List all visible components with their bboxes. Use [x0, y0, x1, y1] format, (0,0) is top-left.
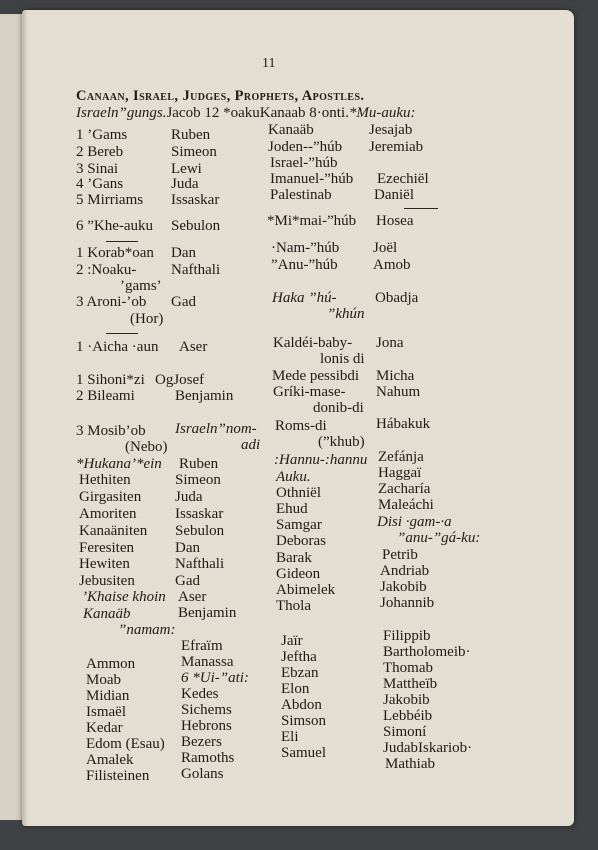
list-item: Kaldéi-baby-: [273, 335, 353, 351]
list-item: Sebulon: [171, 218, 221, 234]
list-item: 2 Bileami: [76, 388, 135, 404]
page-fold-shadow: [22, 10, 28, 826]
list-item: Bartholomeib·: [383, 644, 471, 660]
divider: [106, 333, 138, 334]
list-item: Golans: [181, 766, 224, 782]
list-item: Hewiten: [79, 556, 130, 572]
list-item: Kedes: [181, 686, 219, 702]
list-item: Girgasiten: [79, 489, 142, 505]
list-item: Juda: [175, 489, 203, 505]
list-item: Petrib: [382, 547, 418, 563]
list-item: Ehud: [276, 501, 308, 517]
list-item: JudabIskariob·: [383, 740, 473, 756]
list-item: Hábakuk: [376, 416, 431, 432]
list-item: Ruben: [179, 456, 219, 472]
list-item: ’Khaise khoin: [82, 589, 166, 605]
list-item: Disi ·gam-·a: [377, 514, 452, 530]
page-number: 11: [262, 56, 276, 71]
list-item: OgJosef: [155, 372, 205, 388]
list-item: Jebusiten: [79, 573, 135, 589]
list-item: Joël: [373, 240, 398, 256]
list-item: 6 ”Khe-auku: [76, 218, 154, 234]
list-item: Palestinab: [270, 187, 332, 203]
list-item: Nafthali: [171, 262, 221, 278]
list-item: Lewi: [171, 161, 202, 177]
list-item: Juda: [171, 176, 199, 192]
list-item: Haggaï: [378, 465, 422, 481]
list-item: Kedar: [86, 720, 123, 736]
list-item: Jona: [376, 335, 404, 351]
list-item: Amalek: [86, 752, 134, 768]
list-item: donib-di: [313, 400, 364, 416]
list-item: Elon: [281, 681, 310, 697]
list-item: Benjamin: [175, 388, 234, 404]
list-item: Abdon: [281, 697, 322, 713]
subheading: Israeln”gungs.Jacob 12 *oakuKanaab 8·onti.*Mu-auku:: [76, 105, 416, 121]
list-item: Deboras: [276, 533, 326, 549]
list-item: Daniël: [374, 187, 414, 203]
list-item: ’gams’: [120, 278, 162, 294]
list-item: Thomab: [383, 660, 433, 676]
list-item: Benjamin: [178, 605, 237, 621]
list-item: Simson: [281, 713, 327, 729]
list-item: Kanaäniten: [79, 523, 148, 539]
list-item: Jeremiab: [369, 139, 424, 155]
list-item: Sichems: [181, 702, 232, 718]
list-item: lonis di: [320, 351, 365, 367]
list-item: ”Anu-”húb: [271, 257, 338, 273]
list-item: Amob: [373, 257, 411, 273]
list-item: Hebrons: [181, 718, 232, 734]
list-item: Issaskar: [171, 192, 220, 208]
list-item: Simeon: [175, 472, 221, 488]
list-item: Issaskar: [175, 506, 224, 522]
list-item: Edom (Esau): [86, 736, 165, 752]
list-item: Ezechiël: [377, 171, 429, 187]
list-item: 3 Mosib’ob: [76, 423, 146, 439]
list-item: Ramoths: [181, 750, 235, 766]
list-item: Midian: [86, 688, 130, 704]
list-item: Aser: [178, 589, 207, 605]
list-item: ”anu-”gá-ku:: [397, 530, 481, 546]
list-item: Ammon: [86, 656, 136, 672]
list-item: 6 *Ui-”ati:: [181, 670, 249, 686]
list-item: :Hannu-:hannu: [274, 452, 368, 468]
list-item: Hethiten: [79, 472, 131, 488]
list-item: Zacharía: [378, 481, 431, 497]
list-item: Ismaël: [86, 704, 126, 720]
list-item: Joden--”húb: [268, 139, 343, 155]
list-item: Simoní: [383, 724, 427, 740]
list-item: Jakobib: [380, 579, 427, 595]
list-item: Hosea: [376, 213, 414, 229]
list-item: *Mi*mai-”húb: [267, 213, 357, 229]
list-item: Samuel: [281, 745, 326, 761]
list-item: Nahum: [376, 384, 421, 400]
list-item: Mathiab: [385, 756, 435, 772]
list-item: Sebulon: [175, 523, 225, 539]
divider: [404, 208, 438, 209]
list-item: (”khub): [318, 434, 365, 450]
list-item: 1 Korab*oan: [76, 245, 154, 261]
list-item: Israel-”húb: [270, 155, 338, 171]
list-item: Abimelek: [276, 582, 336, 598]
list-item: adi: [241, 437, 261, 453]
list-item: Jeftha: [281, 649, 317, 665]
list-item: Kanaäb: [268, 122, 314, 138]
list-item: 2 :Noaku-: [76, 262, 137, 278]
list-item: Mattheïb: [383, 676, 438, 692]
previous-page-edge: [0, 14, 23, 820]
list-item: Gad: [171, 294, 196, 310]
list-item: Kanaäb: [83, 606, 131, 622]
list-item: Samgar: [276, 517, 322, 533]
list-item: Filippib: [383, 628, 431, 644]
list-item: Jaïr: [281, 633, 303, 649]
list-item: Nafthali: [175, 556, 225, 572]
list-item: Jesajab: [369, 122, 413, 138]
list-item: Othniël: [276, 485, 321, 501]
list-item: Jakobib: [383, 692, 430, 708]
list-item: Barak: [276, 550, 312, 566]
list-item: 4 ’Gans: [76, 176, 124, 192]
list-item: *Hukana’*ein: [76, 456, 162, 472]
list-item: Dan: [171, 245, 196, 261]
list-item: Moab: [86, 672, 121, 688]
list-item: Ebzan: [281, 665, 319, 681]
list-item: Eli: [281, 729, 299, 745]
list-item: 2 Bereb: [76, 144, 124, 160]
list-item: Obadja: [375, 290, 419, 306]
list-item: Gideon: [276, 566, 321, 582]
list-item: 3 Aroni-’ob: [76, 294, 147, 310]
list-item: Bezers: [181, 734, 222, 750]
page-heading: Canaan, Israel, Judges, Prophets, Apostles.: [76, 88, 365, 104]
list-item: Gríki-mase-: [273, 384, 346, 400]
list-item: (Hor): [130, 311, 164, 327]
list-item: ”namam:: [118, 622, 176, 638]
list-item: Filisteinen: [86, 768, 150, 784]
list-item: Johannib: [380, 595, 435, 611]
list-item: Zefánja: [378, 449, 424, 465]
list-item: Israeln”nom-: [175, 421, 257, 437]
list-item: Andriab: [380, 563, 430, 579]
list-item: Dan: [175, 540, 200, 556]
list-item: Simeon: [171, 144, 217, 160]
list-item: ·Nam-”húb: [271, 240, 340, 256]
list-item: ”khún: [327, 306, 365, 322]
list-item: 1 Sihoni*zi: [76, 372, 145, 388]
list-item: Feresiten: [79, 540, 134, 556]
divider: [106, 241, 138, 242]
list-item: Mede pessibdi: [272, 368, 360, 384]
list-item: Auku.: [276, 469, 311, 485]
list-item: Efraïm: [181, 638, 223, 654]
list-item: Roms-di: [275, 418, 327, 434]
list-item: Aser: [179, 339, 208, 355]
list-item: Ruben: [171, 127, 211, 143]
list-item: Thola: [276, 598, 311, 614]
list-item: Micha: [376, 368, 415, 384]
list-item: 1 ’Gams: [76, 127, 128, 143]
list-item: Maleáchi: [378, 497, 434, 513]
list-item: Haka ”hú-: [272, 290, 337, 306]
list-item: Amoriten: [79, 506, 137, 522]
list-item: Lebbéib: [383, 708, 433, 724]
list-item: Imanuel-”húb: [270, 171, 354, 187]
list-item: (Nebo): [125, 439, 168, 455]
list-item: 1 ·Aicha ·aun: [76, 339, 159, 355]
list-item: Manassa: [181, 654, 234, 670]
list-item: Gad: [175, 573, 200, 589]
list-item: 5 Mirriams: [76, 192, 144, 208]
list-item: 3 Sinai: [76, 161, 119, 177]
